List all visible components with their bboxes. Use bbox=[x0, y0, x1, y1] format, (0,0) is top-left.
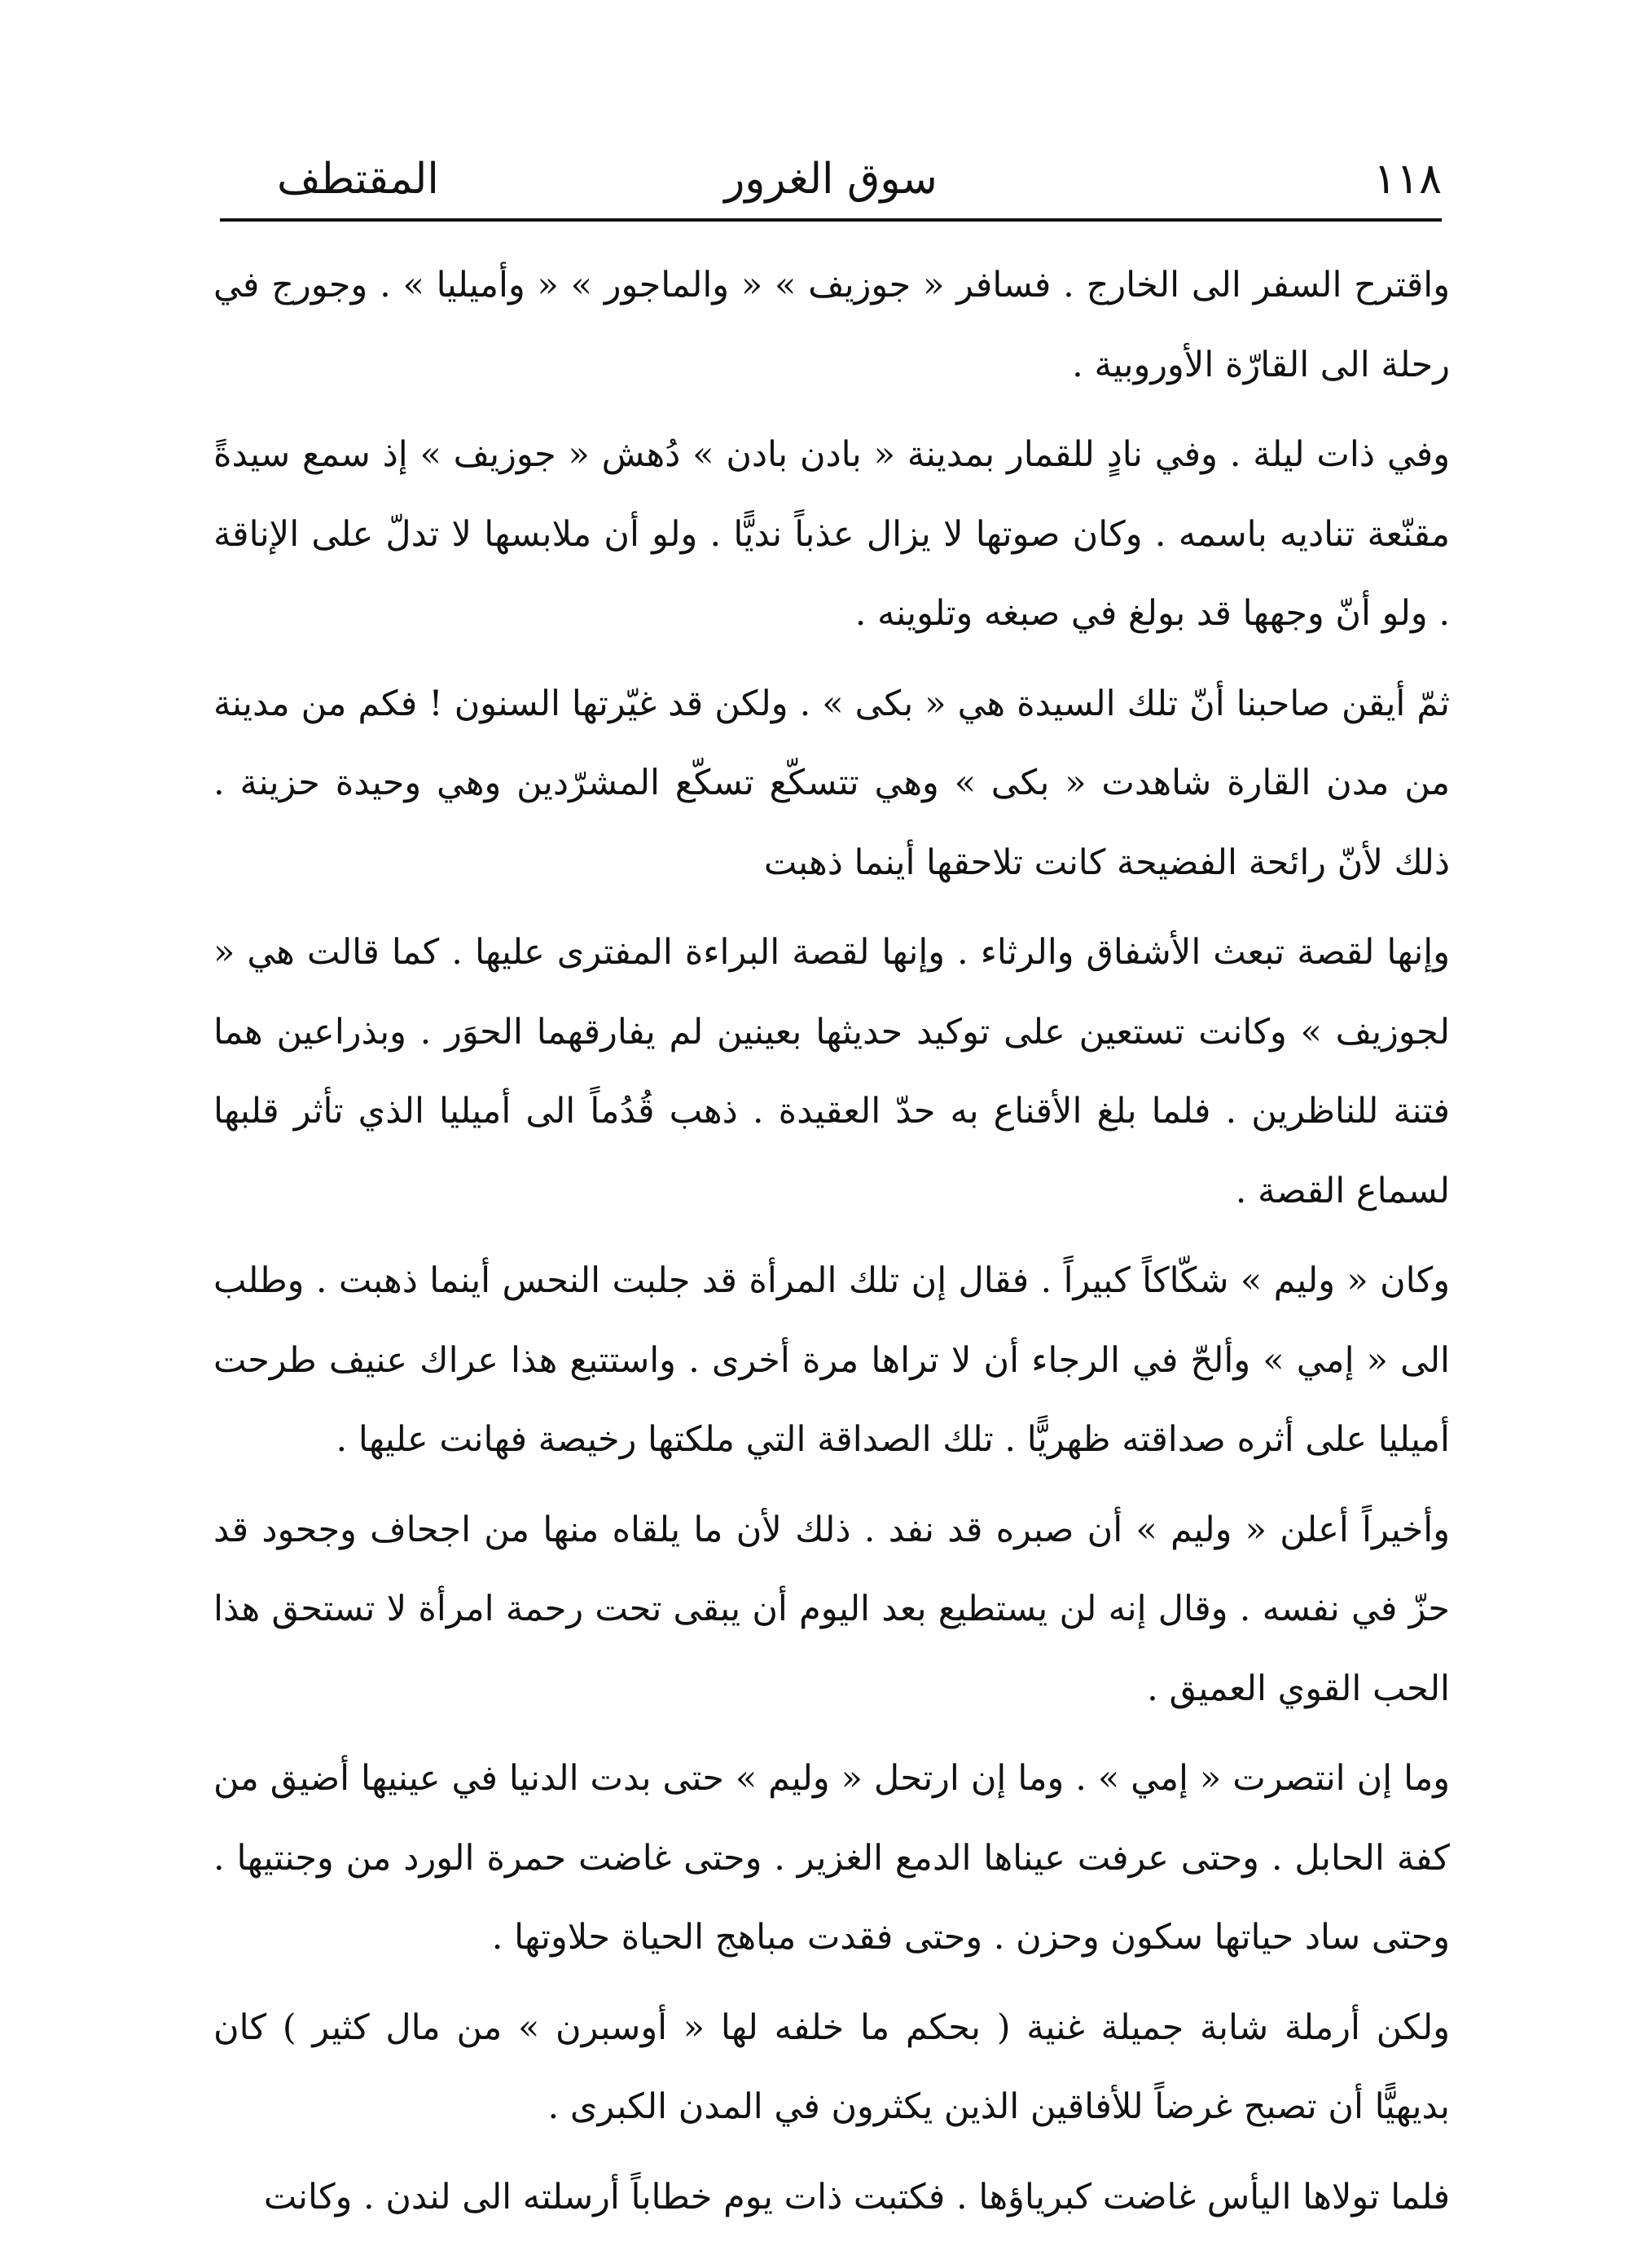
paragraph: ثمّ أيقن صاحبنا أنّ تلك السيدة هي « بكى » . ولكن قد غيّرتها السنون ! فكم من مدينة من مدن القارة شاهدت « بكى » وهي تتسكّع تسكّع المشرّدين وهي وحيدة حزينة . ذلك لأنّ رائحة الفضيحة كانت تلاحقها أينما ذهبت bbox=[213, 683, 1450, 883]
paragraph: وما إن انتصرت « إمي » . وما إن ارتحل « وليم » حتى بدت الدنيا في عينيها أضيق من كفة الحابل . وحتى عرفت عيناها الدمع الغزير . وحتى غاضت حمرة الورد من وجنتيها . وحتى ساد حياتها سكون وحزن . وحتى فقدت مباهج الحياة حلاوتها . bbox=[213, 1758, 1450, 1958]
body-text bbox=[213, 246, 1450, 2237]
chapter-title: سوق الغرور bbox=[724, 155, 938, 204]
journal-name: المقتطف bbox=[277, 155, 439, 204]
paragraph: واقترح السفر الى الخارج . فسافر « جوزيف » « والماجور » « وأميليا » . وجورج في رحلة الى القارّة الأوروبية . bbox=[213, 265, 1450, 385]
paragraph: وأخيراً أعلن « وليم » أن صبره قد نفد . ذلك لأن ما يلقاه منها من اجحاف وجحود قد حزّ في نفسه . وقال إنه لن يستطيع بعد اليوم أن يبقى تحت رحمة امرأة لا تستحق هذا الحب القوي العميق . bbox=[213, 1509, 1450, 1709]
paragraph: وفي ذات ليلة . وفي نادٍ للقمار بمدينة « بادن بادن » دُهش « جوزيف » إذ سمع سيدةً مقنّعة تناديه باسمه . وكان صوتها لا يزال عذباً نديًّا . ولو أن ملابسها لا تدلّ على الإناقة . ولو أنّ وجهها قد بولغ في صبغه وتلوينه . bbox=[213, 434, 1450, 634]
page-number: ١١٨ bbox=[1373, 155, 1442, 204]
paragraph: وكان « وليم » شكّاكاً كبيراً . فقال إن تلك المرأة قد جلبت النحس أينما ذهبت . وطلب الى « إمي » وألحّ في الرجاء أن لا تراها مرة أخرى . واستتبع هذا عراك عنيف طرحت أميليا على أثره صداقته ظهريًّا . تلك الصداقة التي ملكتها رخيصة فهانت عليها . bbox=[213, 1260, 1450, 1460]
header-rule bbox=[220, 218, 1442, 222]
paragraph: فلما تولاها اليأس غاضت كبرياؤها . فكتبت ذات يوم خطاباً أرسلته الى لندن . وكانت bbox=[263, 2176, 1450, 2217]
page-header bbox=[220, 147, 1442, 212]
paragraph: وإنها لقصة تبعث الأشفاق والرثاء . وإنها لقصة البراءة المفترى عليها . كما قالت هي « لجوزيف » وكانت تستعين على توكيد حديثها بعينين لم يفارقهما الحوَر . وبذراعين هما فتنة للناظرين . فلما بلغ الأقناع به حدّ العقيدة . ذهب قُدُماً الى أميليا الذي تأثر قلبها لسماع القصة . bbox=[213, 932, 1450, 1211]
paragraph: ولكن أرملة شابة جميلة غنية ( بحكم ما خلفه لها « أوسبرن » من مال كثير ) كان بديهيًّا أن تصبح غرضاً للأفاقين الذين يكثرون في المدن الكبرى . bbox=[213, 2006, 1450, 2127]
